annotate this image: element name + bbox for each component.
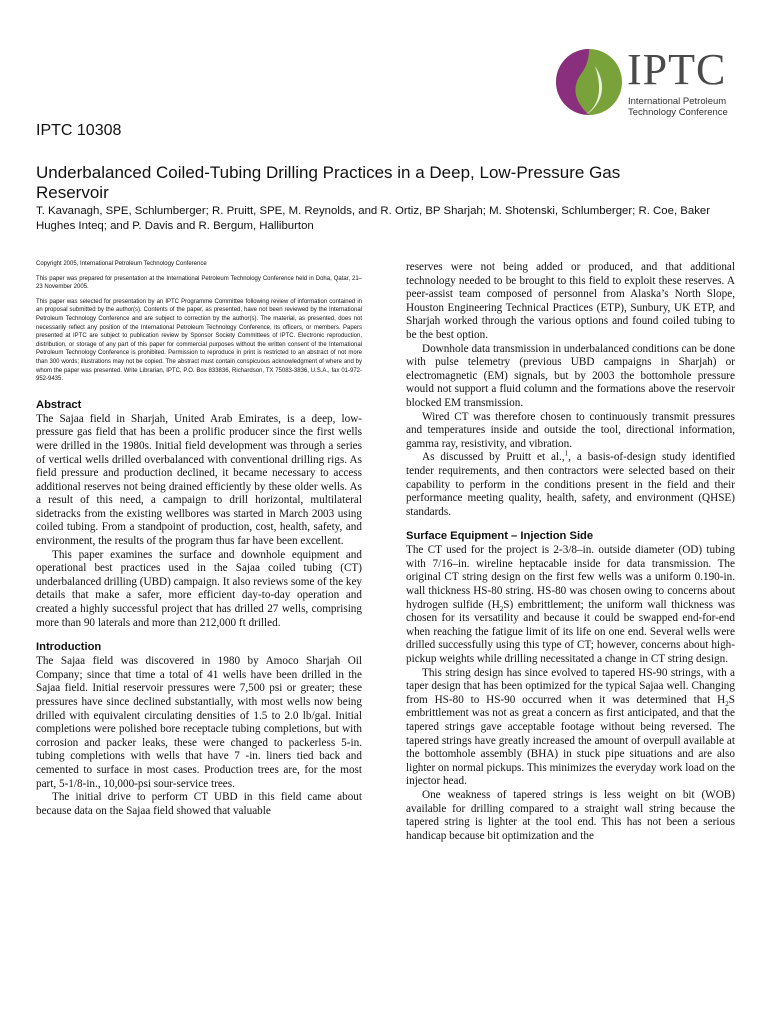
body-paragraph: Wired CT was therefore chosen to continuously transmit pressures and temperatures inside and outside the tool, directional information, gamma ray, resistivity, and vibration. <box>406 410 735 450</box>
iptc-logo <box>555 46 740 118</box>
copyright-line: Copyright 2005, International Petroleum Technology Conference <box>36 261 207 267</box>
iptc-logo-mark-icon <box>555 46 625 116</box>
body-paragraph: One weakness of tapered strings is less weight on bit (WOB) available for drilling compared to a straight wall string because the tapered string is lighter at the tool end. This has not been a serious handicap because bit optimization and the <box>406 788 735 842</box>
body-paragraph: reserves were not being added or produced, and that additional technology needed to be brought to this field to exploit these reserves. A peer-assist team composed of personnel from Alaska’s North Slope, Houston Engineering Technical Practices (ETP), Sunbury, UK ETP, and Sharjah worked through the various options and found coiled tubing to be the best option. <box>406 261 735 341</box>
body-paragraph <box>406 544 735 666</box>
text-run: As discussed by Pruitt et al., <box>422 451 565 464</box>
text-run: S) embrittlement; the uniform wall thickness was chosen for its versatility and because it could be swapped end-for-end when reaching the fatigue limit of its life on one end. Several wells were drilled successfully using this type of CT; however, concerns about high-pickup weights while drilling necessitated a change in CT string design. <box>406 598 735 666</box>
logo-wordmark: IPTC <box>627 45 727 94</box>
logo-subtitle-line1: International Petroleum <box>628 96 727 107</box>
text-run: The CT used for the project is 2-3/8–in. outside diameter (OD) tubing with 7/16–in. wireline heptacable inside for data transmission. The original CT string design on the first few wells was a uniform 0.190-in. wall thickness HS-80 string. HS-80 was chosen owing to concerns about hydrogen sulfide (H <box>406 544 735 611</box>
abstract-paragraph: The Sajaa field in Sharjah, United Arab Emirates, is a deep, low-pressure gas field that has been a prolific producer since the first wells were drilled in the 1980s. Initial field development was through a series of vertical wells drilled overbalanced with conventional drilling rigs. As field pressure and production declined, it became necessary to access additional reserves not being drained efficiently by these older wells. As a result of this need, a campaign to drill horizontal, multilateral sidetracks from the existing wellbores was started in March 2003 using coiled tubing. From a standpoint of production, cost, health, safety, and environment, the results of the program thus far have been excellent. <box>36 412 362 548</box>
logo-subtitle-line2: Technology Conference <box>628 107 728 118</box>
subscript: 2 <box>725 700 729 709</box>
logo-subtitle <box>628 96 728 118</box>
copyright-prepared: This paper was prepared for presentation at the International Petroleum Technology Conference held in Doha, Qatar, 21–23 November 2005. <box>36 275 362 291</box>
author-list: T. Kavanagh, SPE, Schlumberger; R. Pruitt, SPE, M. Reynolds, and R. Ortiz, BP Sharjah; M. Shotenski, Schlumberger; R. Coe, Baker Hughes Inteq; and P. Davis and R. Bergum, Halliburton <box>36 205 711 232</box>
text-run: This string design has since evolved to tapered HS-90 strings, with a taper design that has been optimized for the typical Sajaa well. Changing from HS-80 to HS-90 occurred when it was determined that H <box>406 666 735 706</box>
copyright-notice: This paper was selected for presentation by an IPTC Programme Committee following review of information contained in an proposal submitted by the author(s). Contents of the paper, as presented, have not been reviewed by the International Petroleum Technology Conference and are subject to correction by the author(s). The material, as presented, does not necessarily reflect any position of the International Petroleum Technology Conference, its officers, or members. Papers presented at IPTC are subject to publication review by Sponsor Society Committees of IPTC. Electronic reproduction, distribution, or storage of any part of this paper for commercial purposes without the written consent of the International Petroleum Technology Conference is prohibited. Permission to reproduce in print is restricted to an abstract of not more than 300 words; illustrations may not be copied. The abstract must contain conspicuous acknowledgment of where and by whom the paper was presented. Write Librarian, IPTC, P.O. Box 833836, Richardson, TX 75083-3836, U.S.A., fax 01-972-952-9435. <box>36 298 362 383</box>
text-run: S embrittlement was not as great a concern as first anticipated, and that the tapered strings gave acceptable footage without being reversed. The tapered strings have greatly increased the amount of overpull available at the bottomhole assembly (BHA) in stuck pipe situations and are also lighter on normal pickups. This minimizes the everyday work load on the injector head. <box>406 693 735 788</box>
abstract-heading: Abstract <box>36 398 82 411</box>
surface-equipment-heading: Surface Equipment – Injection Side <box>406 530 594 543</box>
introduction-paragraph: The Sajaa field was discovered in 1980 by Amoco Sharjah Oil Company; since that time a total of 41 wells have been drilled in the Sajaa field. Initial reservoir pressures were 7,500 psi or greater; these pressures have since declined substantially, with most wells now being drilled with equivalent circulating densities of 1.5 to 2.0 lb/gal. Initial completions were polished bore receptacle tubing completions, but with corrosion and packer leaks, these were changed to packerless 5-in. tubing completions with wells that have 7 -in. liners tied back and cemented to surface in most cases. Production trees are, for the most part, 5-1/8-in., 10,000-psi sour-service trees. <box>36 655 362 790</box>
right-column <box>406 261 735 843</box>
introduction-paragraph: The initial drive to perform CT UBD in this field came about because data on the Sajaa field showed that valuable <box>36 791 362 817</box>
body-paragraph <box>406 667 735 789</box>
left-column <box>36 260 362 818</box>
body-paragraph: Downhole data transmission in underbalanced conditions can be done with pulse telemetry (previous UBD campaigns in Sharjah) or electromagnetic (EM) signals, but by 2003 the bottomhole pressure would not support a fluid column and the formations above the reservoir blocked EM transmission. <box>406 342 735 409</box>
body-paragraph <box>406 451 735 519</box>
paper-title: Underbalanced Coiled-Tubing Drilling Practices in a Deep, Low-Pressure Gas Reservoir <box>36 163 621 202</box>
paper-id: IPTC 10308 <box>36 122 122 139</box>
abstract-paragraph: This paper examines the surface and downhole equipment and operational best practices used in the Sajaa coiled tubing (CT) underbalanced drilling (UBD) campaign. It also reviews some of the key details that make a safer, more efficient day-to-day operation and created a highly successful project that has drilled 27 wells, comprising more than 90 laterals and more than 212,000 ft drilled. <box>36 548 362 629</box>
introduction-heading: Introduction <box>36 641 102 654</box>
citation-superscript: 1 <box>564 449 569 458</box>
text-run: , a basis-of-design study identified tender requirements, and then contractors were selected based on their capability to perform in the conditions present in the field and their performance meeting quality, health, safety, and environment (QHSE) standards. <box>406 451 735 518</box>
subscript: 2 <box>499 604 504 613</box>
